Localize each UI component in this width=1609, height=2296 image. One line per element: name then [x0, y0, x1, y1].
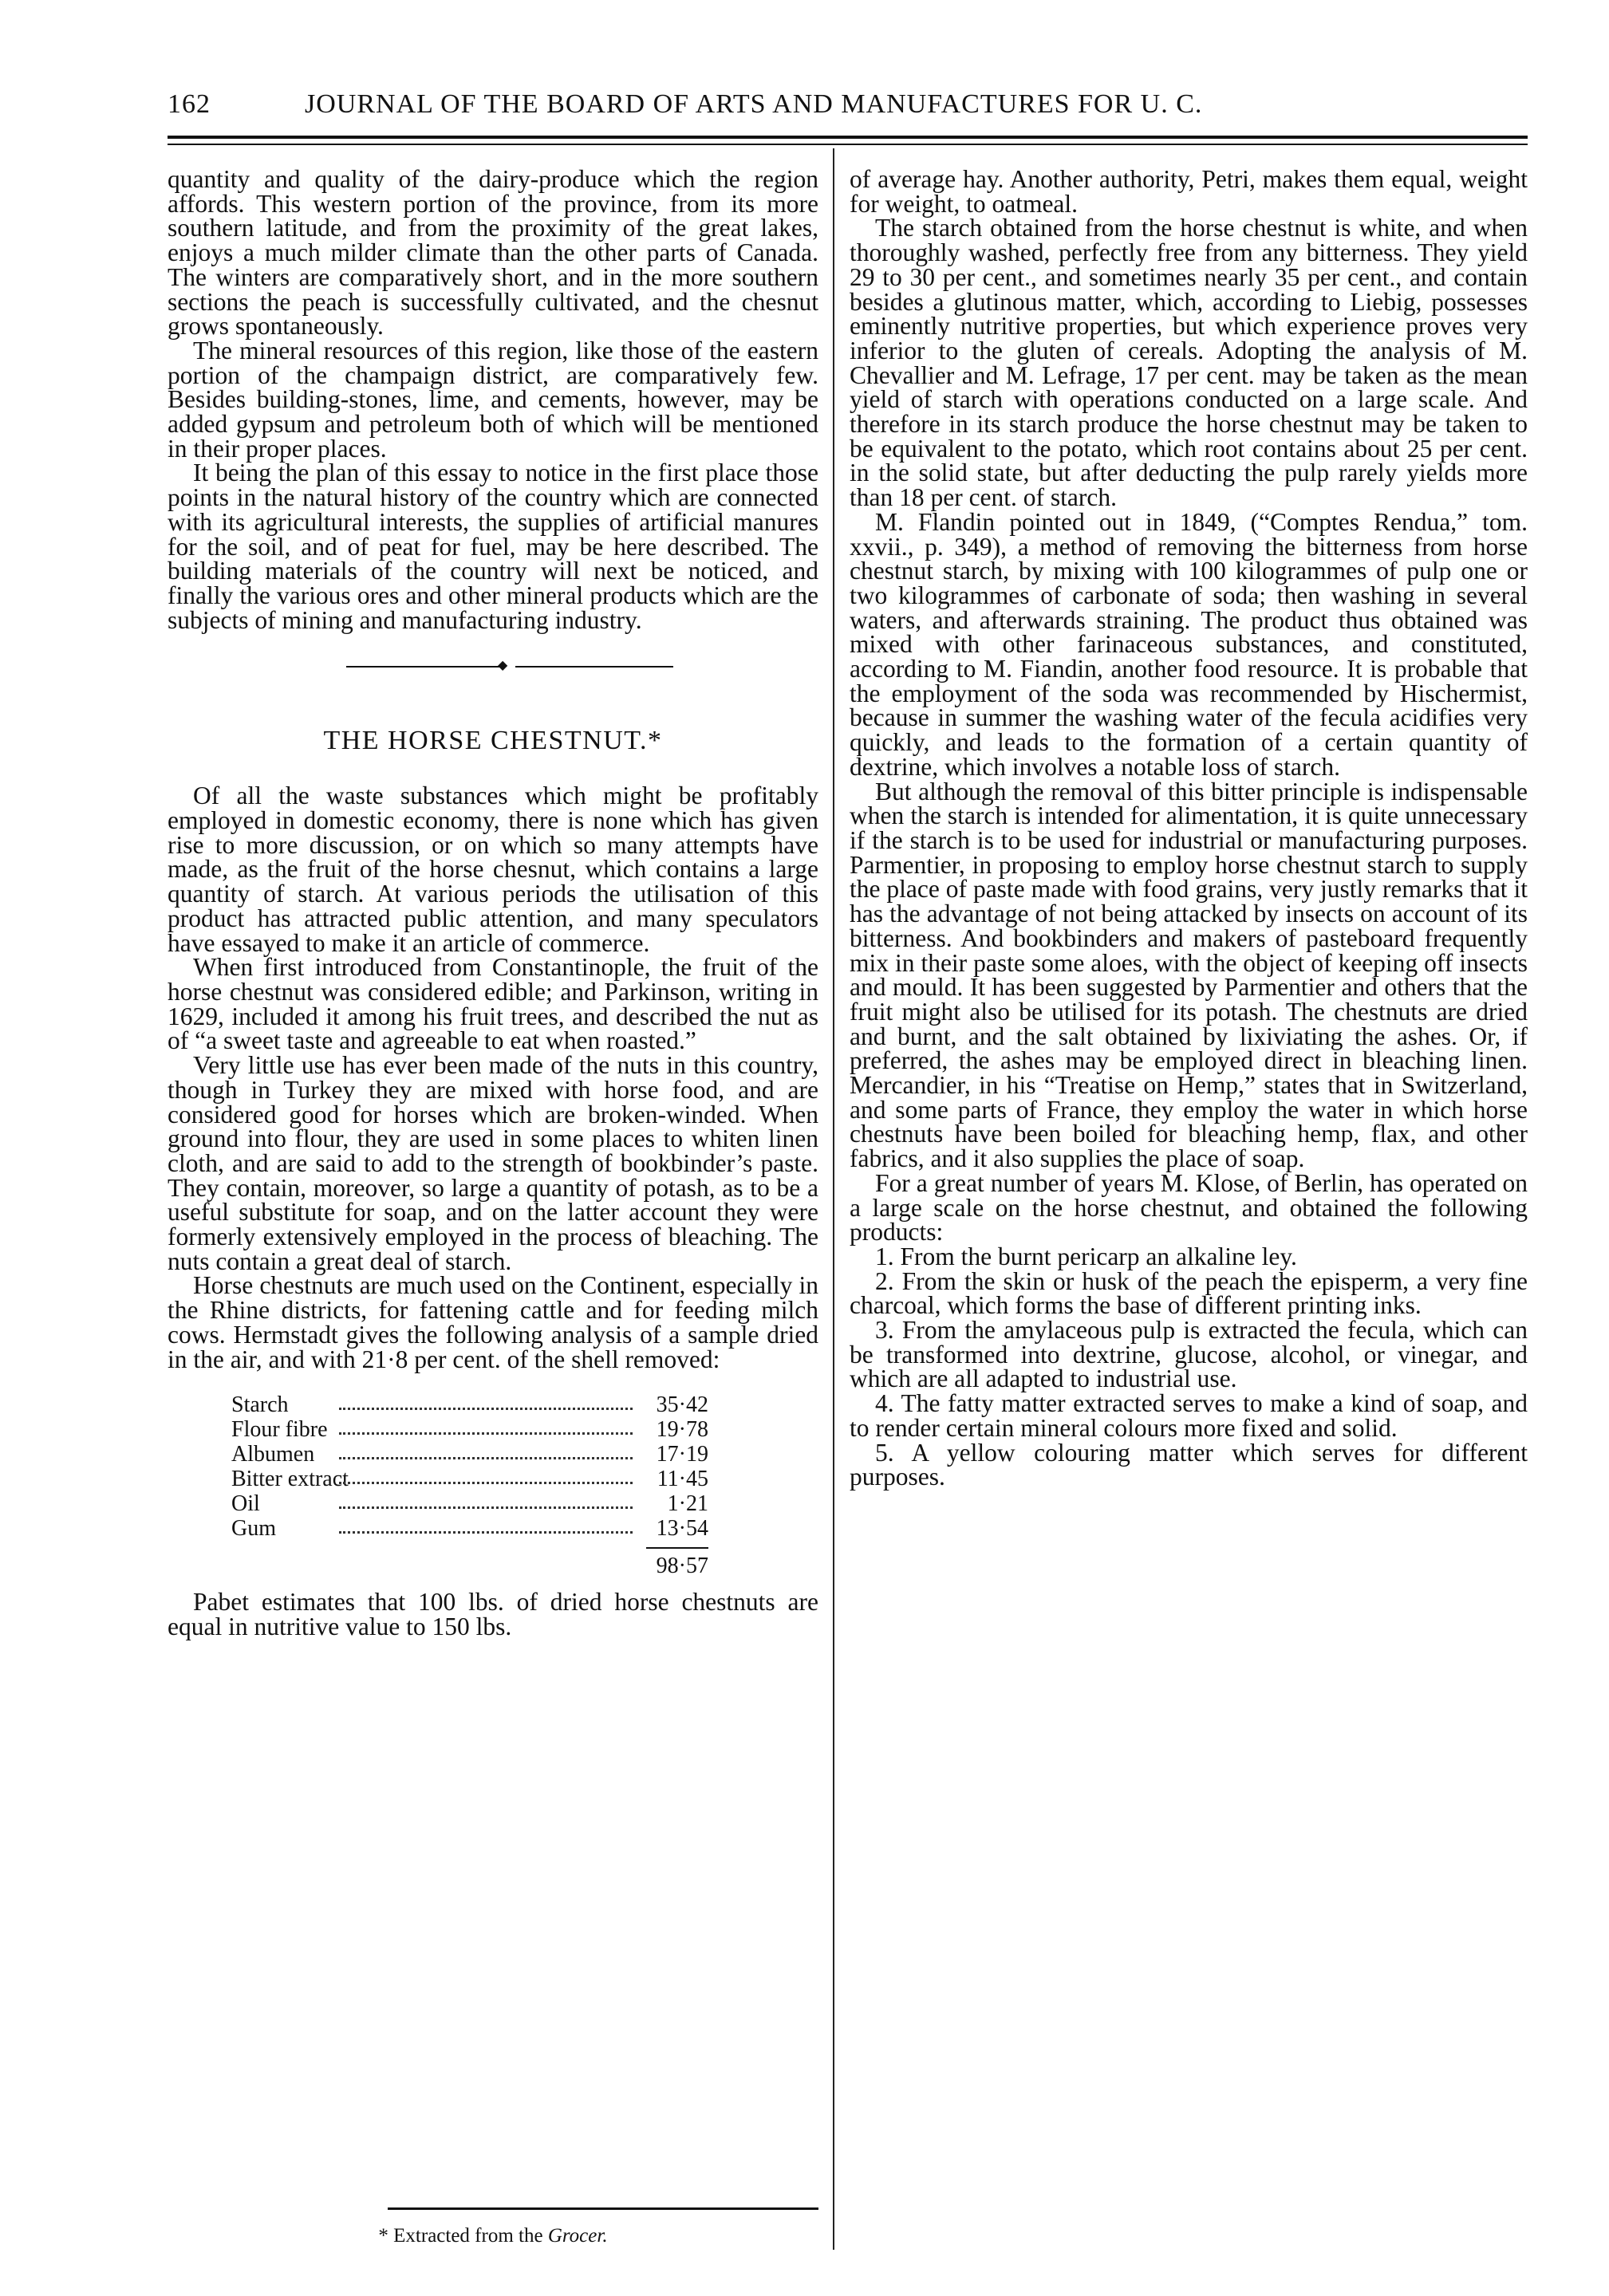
paragraph: Very little use has ever been made of the nuts in this country, though in Turkey they are mixed with horse food, and are considered good for horses which are broken-winded. When ground into flour, they are used in some places to whiten linen cloth, and are said to add to the strength of bookbinder’s paste. They contain, moreover, so large a quantity of potash, as to be a useful substitute for soap, and on the latter account they were formerly extensively employed in the process of bleaching. The nuts contain a great deal of starch. [168, 1051, 818, 1275]
analysis-value: 17·19 [656, 1442, 708, 1467]
analysis-item: Bitter extract [231, 1467, 349, 1492]
analysis-item: Albumen [231, 1442, 315, 1467]
analysis-row [168, 1491, 818, 1516]
analysis-total [168, 1552, 818, 1581]
total-rule [168, 1541, 818, 1552]
paragraph: But although the removal of this bitter principle is indispensable when the starch is intended for alimentation, it is quite unnecessary if the starch is to be used for industrial or manufacturing purposes. Parmentier, in proposing to employ horse chestnut starch to supply the place of paste made with food grains, very justly remarks that it has the advantage of not being attacked by insects on account of its bitterness. And bookbinders and makers of pasteboard frequently mix in their paste some aloes, with the object of keeping off insects and mould. It has been suggested by Parmentier and others that the fruit might also be utilised for its potash. The chestnuts are dried and burnt, and the salt obtained by lixiviating the ashes. Or, if preferred, the ashes may be employed direct in bleaching linen. Mercandier, in his “Treatise on Hemp,” states that in Switzerland, and some parts of France, they employ the water in which horse chestnuts have been boiled for bleaching hemp, flax, and other fabrics, and it also supplies the place of soap. [850, 777, 1528, 1173]
analysis-value: 35·42 [656, 1392, 708, 1418]
article-title: THE HORSE CHESTNUT.* [323, 726, 663, 756]
paragraph: of average hay. Another authority, Petri, makes them equal, weight for weight, to oatmeal. [850, 165, 1528, 218]
paragraph: Pabet estimates that 100 lbs. of dried horse chestnuts are equal in nutritive value to 150 lbs. [168, 1588, 818, 1640]
analysis-row [168, 1516, 818, 1541]
paragraph: M. Flandin pointed out in 1849, (“Comptes Rendua,” tom. xxvii., p. 349), a method of removing the bitterness from horse chestnut starch, by mixing with 100 kilogrammes of pulp one or two kilogrammes of carbonate of soda; then washing in several waters, and afterwards straining. The product thus obtained was mixed with other farinaceous substances, and constituted, according to M. Fiandin, another food resource. It is probable that the employment of the soda was recommended by Hischermist, because in summer the washing water of the fecula acidifies very quickly, and leads to the formation of a certain quantity of dextrine, which involves a notable loss of starch. [850, 507, 1528, 781]
diamond-ornament-icon: ◆ [498, 659, 508, 673]
analysis-value: 11·45 [657, 1467, 708, 1492]
analysis-item: Gum [231, 1516, 276, 1542]
header-rule-thin [168, 144, 1528, 145]
analysis-item: Oil [231, 1491, 260, 1517]
paragraph: When first introduced from Constantinople, the fruit of the horse chestnut was considered edible; and Parkinson, writing in 1629, included it among his fruit trees, and described the nut as of “a sweet taste and agreeable to eat when roasted.” [168, 953, 818, 1055]
paragraph: Horse chestnuts are much used on the Continent, especially in the Rhine districts, for fattening cattle and for feeding milch cows. Hermstadt gives the following analysis of a sample dried in the air, and with 21·8 per cent. of the shell removed: [168, 1271, 818, 1373]
footnote-source: Grocer. [547, 2225, 608, 2247]
analysis-item: Flour fibre [231, 1417, 328, 1443]
journal-title: JOURNAL OF THE BOARD OF ARTS AND MANUFACTURES FOR U. C. [305, 89, 1203, 119]
analysis-row [168, 1417, 818, 1442]
product-item: 5. A yellow colouring matter which serves for different purposes. [850, 1438, 1528, 1491]
page-number: 162 [168, 89, 211, 119]
section-ornament [168, 648, 818, 683]
footnote-rule [388, 2207, 818, 2210]
analysis-row [168, 1467, 818, 1491]
footnote [168, 2225, 818, 2247]
analysis-value: 19·78 [656, 1417, 708, 1443]
footnote-marker: * Extracted from the [378, 2225, 543, 2247]
product-item: 1. From the burnt pericarp an alkaline ley. [875, 1242, 1297, 1270]
paragraph: It being the plan of this essay to notice in the first place those points in the natural history of the country which are connected with its agricultural interests, the supplies of artificial manures for the soil, and of peat for fuel, may be here described. The building materials of the country will next be noticed, and finally the various ores and other mineral products which are the subjects of mining and manufacturing industry. [168, 459, 818, 634]
paragraph: The mineral resources of this region, like those of the eastern portion of the champaign district, are comparatively few. Besides building-stones, lime, and cements, however, may be added gypsum and petroleum both of which will be mentioned in their proper places. [168, 336, 818, 463]
column-divider [833, 148, 834, 2250]
analysis-table [168, 1392, 818, 1581]
analysis-row [168, 1392, 818, 1417]
product-item: 3. From the amylaceous pulp is extracted the fecula, which can be transformed into dextrine, glucose, alcohol, or vinegar, and which are all adapted to industrial use. [850, 1316, 1528, 1393]
analysis-value: 13·54 [656, 1516, 708, 1542]
analysis-value: 1·21 [667, 1491, 708, 1517]
left-column [168, 167, 818, 1640]
product-item: 2. From the skin or husk of the peach the episperm, a very fine charcoal, which forms the base of different printing inks. [850, 1266, 1528, 1320]
paragraph: For a great number of years M. Klose, of Berlin, has operated on a large scale on the horse chestnut, and obtained the following products: [850, 1168, 1528, 1246]
product-item: 4. The fatty matter extracted serves to make a kind of soap, and to render certain mineral colours more fixed and solid. [850, 1389, 1528, 1442]
analysis-item: Starch [231, 1392, 289, 1418]
paragraph: quantity and quality of the dairy-produce which the region affords. This western portion of the province, from its more southern latitude, and from the proximity of the great lakes, enjoys a much milder climate than the other parts of Canada. The winters are comparatively short, and in the more southern sections the peach is successfully cultivated, and the chesnut grows spontaneously. [168, 165, 818, 341]
running-head [168, 89, 1528, 129]
paragraph: The starch obtained from the horse chestnut is white, and when thoroughly washed, perfectly free from any bitterness. They yield 29 to 30 per cent., and sometimes nearly 35 per cent., and contain besides a glutinous matter, which, according to Liebig, possesses eminently nutritive properties, but which experience proves very inferior to the gluten of cereals. Adopting the analysis of M. Chevallier and M. Lefrage, 17 per cent. may be taken as the mean yield of starch with operations conducted on a large scale. And therefore in its starch produce the horse chestnut may be taken to be equivalent to the potato, which root contains about 25 per cent. in the solid state, but after deducting the pulp rarely yields more than 18 per cent. of starch. [850, 214, 1528, 512]
paragraph: Of all the waste substances which might be profitably employed in domestic economy, there is none which has given rise to more discussion, or on which so many attempts have made, as the fruit of the horse chesnut, which contains a large quantity of starch. At various periods the utilisation of this product has attracted public attention, and many speculators have essayed to make it an article of commerce. [168, 782, 818, 957]
header-rule-thick [168, 136, 1528, 139]
analysis-row [168, 1442, 818, 1467]
right-column [850, 167, 1528, 1490]
analysis-total-value: 98·57 [656, 1554, 708, 1579]
